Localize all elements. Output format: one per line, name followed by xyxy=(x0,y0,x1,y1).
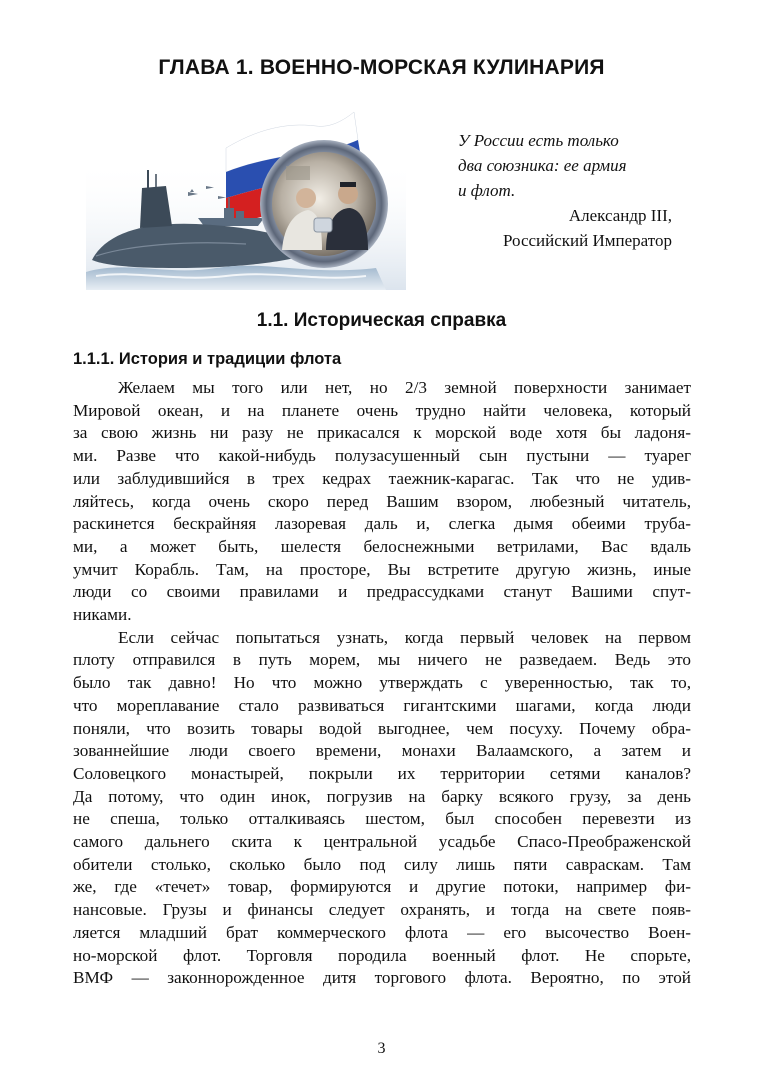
text-line: плоту отправился в путь морем, мы ничего не разведаем. Ведь это xyxy=(73,650,691,670)
text-line: Соловецкого монастырей, покрыли их территории сетями каналов? xyxy=(73,763,691,783)
text-line: за свою жизнь ни разу не прикасался к морской воде хотя бы ладоня- xyxy=(73,423,691,443)
text-line: же, где «течет» товар, формируются и другие потоки, например фи- xyxy=(73,877,691,897)
epigraph-author-line: Российский Император xyxy=(503,231,672,250)
text-line: Да потому, что один инок, погрузив на барку всякого грузу, за день xyxy=(73,786,691,806)
text-line: что мореплавание стало развиваться гигантскими шагами, когда люди xyxy=(73,695,691,715)
text-line: никами. xyxy=(73,605,132,625)
text-line: ляется младший брат коммерческого флота — его высочество Воен- xyxy=(73,922,691,942)
text-line: Желаем мы того или нет, но 2/3 земной поверхности занимает xyxy=(118,378,691,397)
text-line: ми, а может быть, шелестя белоснежными ветрилами, Вас вдаль xyxy=(73,536,691,556)
text-line: было так давно! Но что можно утверждать с уверенностью, так то, xyxy=(73,673,691,693)
epigraph-quote-line: У России есть только xyxy=(458,131,619,150)
text-line: раскинется бескрайняя лазоревая даль и, слегка дымя обеими труба- xyxy=(73,514,691,534)
epigraph-quote xyxy=(458,128,678,203)
subsection-title: 1.1.1. История и традиции флота xyxy=(73,350,342,368)
text-line: люди со своими правилами и предрассудками станут Вашими спут- xyxy=(73,582,691,602)
epigraph xyxy=(458,128,678,253)
text-line: Мировой океан, и на планете очень трудно найти человека, который xyxy=(73,400,691,420)
text-line: умчит Корабль. Там, на просторе, Вы встретите другую жизнь, иные xyxy=(73,559,691,579)
body-text xyxy=(73,377,691,990)
epigraph-quote-line: два союзника: ее армия xyxy=(458,156,627,175)
chapter-illustration xyxy=(86,100,406,290)
text-line: нансовые. Грузы и финансы следует охранять, и тогда на свете появ- xyxy=(73,900,691,920)
epigraph-author xyxy=(458,203,678,253)
page-number: 3 xyxy=(377,1040,386,1057)
paragraph xyxy=(73,627,691,990)
chapter-title: ГЛАВА 1. ВОЕННО-МОРСКАЯ КУЛИНАРИЯ xyxy=(158,56,605,79)
text-line: поняли, что возить товары водой выгоднее, чем посуху. Почему обра- xyxy=(73,718,691,738)
text-line: или заблудившийся в трех кедрах таежник-карагас. Так что не удив- xyxy=(73,468,691,488)
text-line: зованнейшие люди своего времени, монахи Валаамского, а затем и xyxy=(73,741,691,761)
text-line: ВМФ — законнорожденное дитя торгового флота. Вероятно, по этой xyxy=(73,968,691,988)
epigraph-quote-line: и флот. xyxy=(458,181,516,200)
text-line: самого дальнего скита к центральной усадьбе Спасо-Преображенской xyxy=(73,832,691,852)
paragraph xyxy=(73,377,691,627)
text-line: ляйтесь, когда очень скоро перед Вашим взором, любезный читатель, xyxy=(73,491,691,511)
text-line: но-морской флот. Торговля породила военный флот. Не спорьте, xyxy=(73,945,691,965)
text-line: ми. Разве что какой-нибудь полузасушенный сын пустыни — туарег xyxy=(73,446,691,466)
text-line: не спеша, только отталкиваясь шестом, был способен перевезти из xyxy=(73,809,691,829)
section-title: 1.1. Историческая справка xyxy=(256,310,507,331)
epigraph-author-line: Александр III, xyxy=(568,206,672,225)
text-line: обители столько, сколько было под силу лишь пяти савраскам. Там xyxy=(73,854,691,874)
submarine-flag-cook-illustration xyxy=(86,100,406,290)
text-line: Если сейчас попытаться узнать, когда первый человек на первом xyxy=(118,627,691,647)
